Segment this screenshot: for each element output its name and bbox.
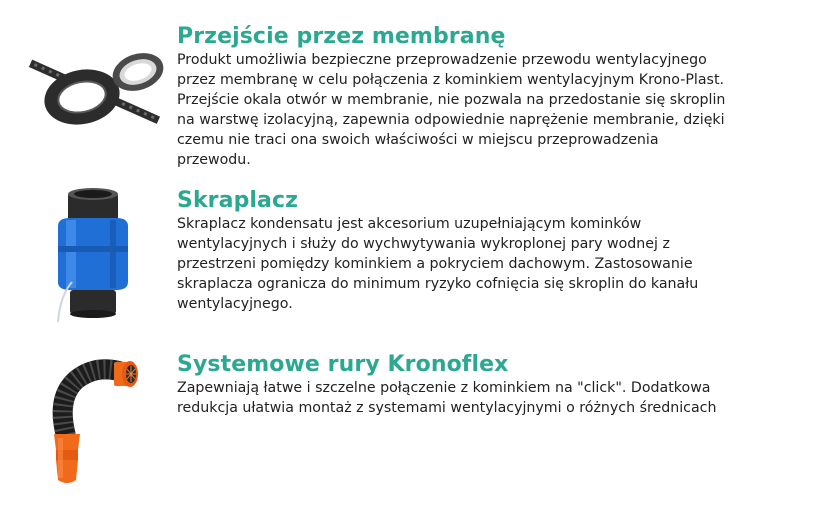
flex-pipe-icon — [36, 358, 146, 488]
product-title: Przejście przez membranę — [177, 24, 506, 49]
condensate-trap-icon — [44, 186, 144, 326]
description-line: na warstwę izolacyjną, zapewnia odpowiednie naprężenie membranie, dzięki — [177, 112, 725, 128]
condensate-trap-text — [177, 188, 797, 314]
description-line: wentylacyjnych i służy do wychwytywania wykroplonej pary wodnej z — [177, 236, 670, 252]
kronoflex-image — [36, 358, 146, 492]
membrane-text — [177, 24, 797, 170]
description-line: przestrzeni pomiędzy kominkiem a pokryciem dachowym. Zastosowanie — [177, 256, 693, 272]
description-line: wentylacyjnego. — [177, 296, 293, 312]
description-line: Zapewniają łatwe i szczelne połączenie z kominkiem na "click". Dodatkowa — [177, 380, 711, 396]
product-title: Skraplacz — [177, 188, 299, 213]
description-line: Przejście okala otwór w membranie, nie pozwala na przedostanie się skroplin — [177, 92, 726, 108]
condensate-trap-image — [44, 186, 144, 330]
description-line: czemu nie traci ona swoich właściwości w miejscu przeprowadzenia — [177, 132, 659, 148]
product-kronoflex — [0, 340, 814, 490]
membrane-passage-image — [20, 42, 170, 146]
description-line: redukcja ułatwia montaż z systemami wentylacyjnymi o różnych średnicach — [177, 400, 717, 416]
product-description — [177, 214, 797, 314]
product-description — [177, 50, 797, 170]
description-line: przewodu. — [177, 152, 251, 168]
membrane-gasket-icon — [20, 42, 170, 142]
description-line: przez membranę w celu połączenia z kominkiem wentylacyjnym Krono-Plast. — [177, 72, 725, 88]
product-condensate-trap — [0, 186, 814, 326]
description-line: skraplacza ogranicza do minimum ryzyko cofnięcia się skroplin do kanału — [177, 276, 699, 292]
description-line: Skraplacz kondensatu jest akcesorium uzupełniającym kominków — [177, 216, 642, 232]
description-line: Produkt umożliwia bezpieczne przeprowadzenie przewodu wentylacyjnego — [177, 52, 707, 68]
product-description — [177, 378, 797, 418]
kronoflex-text — [177, 352, 797, 418]
product-membrane — [0, 18, 814, 168]
product-title: Systemowe rury Kronoflex — [177, 352, 509, 377]
